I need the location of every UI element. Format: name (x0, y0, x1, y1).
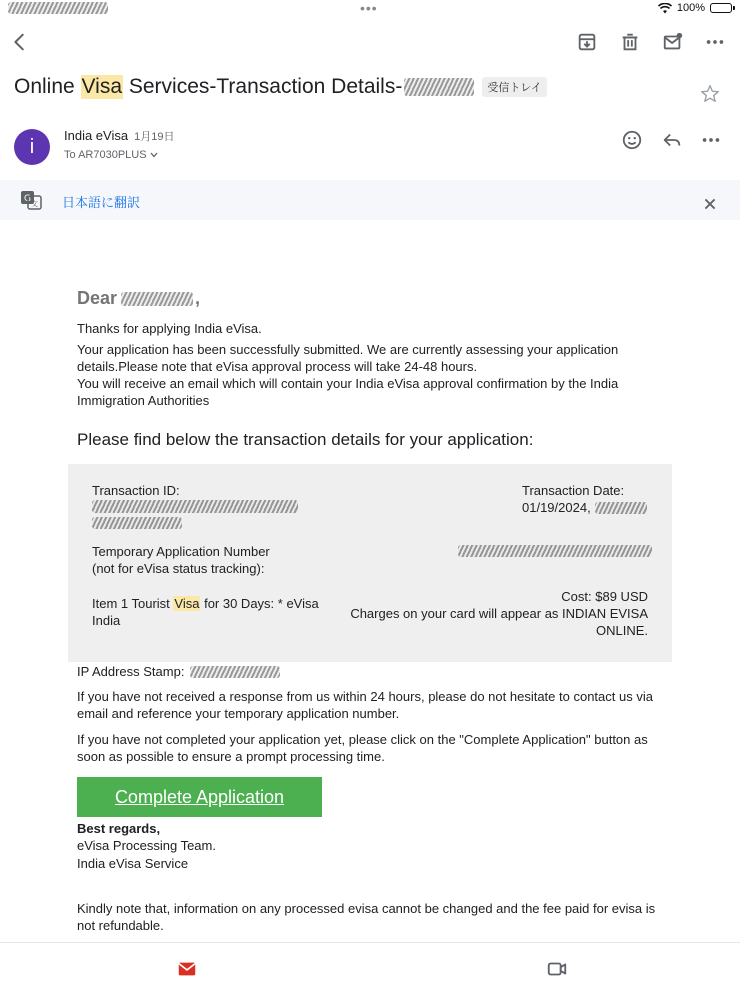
greeting (77, 290, 200, 307)
emoji-react-icon[interactable] (618, 126, 646, 154)
temp-application-title: Temporary Application Number (92, 544, 270, 559)
sender-row (14, 124, 730, 172)
no-response-paragraph: If you have not received a response from us within 24 hours, please do not hesitate to contact us via email and reference your temporary application number. (77, 689, 653, 721)
recipient-line[interactable] (64, 149, 158, 161)
thanks-paragraph: Thanks for applying India eVisa. (77, 321, 262, 336)
back-icon[interactable] (6, 28, 34, 56)
translate-link[interactable]: 日本語に翻訳 (62, 195, 141, 210)
greeting-comma: , (195, 288, 201, 308)
transaction-id-redacted (92, 500, 298, 530)
ip-address-redacted (190, 666, 280, 678)
delete-icon[interactable] (616, 28, 644, 56)
cost-value: Cost: $89 USD (561, 589, 648, 604)
recipient-text: To AR7030PLUS (64, 149, 147, 161)
sender-avatar[interactable]: i (14, 129, 50, 165)
sender-name: India eVisa (64, 128, 129, 143)
email-toolbar (0, 24, 740, 64)
team-text: eVisa Processing Team. (77, 838, 216, 853)
translate-bar (0, 180, 740, 220)
wifi-icon (658, 3, 672, 14)
more-icon[interactable] (701, 28, 729, 56)
battery-percent: 100% (676, 2, 705, 14)
reply-icon[interactable] (658, 126, 686, 154)
archive-icon[interactable] (573, 28, 601, 56)
complete-application-button[interactable]: Complete Application (77, 777, 322, 817)
svg-text:文: 文 (31, 200, 38, 208)
status-right (658, 2, 732, 14)
multitask-dots-icon[interactable]: ••• (360, 0, 378, 16)
item-description (92, 595, 342, 629)
temp-application-number-redacted (458, 545, 652, 557)
email-body (0, 220, 740, 940)
subject-prefix: Online (14, 75, 81, 98)
greeting-name-redacted (121, 292, 193, 306)
close-icon[interactable] (696, 190, 724, 218)
star-icon[interactable] (696, 80, 724, 108)
transaction-id-label: Transaction ID: (92, 483, 180, 498)
chevron-down-icon (150, 152, 158, 158)
status-time-redacted (8, 2, 108, 14)
transaction-time-redacted (595, 502, 647, 514)
status-bar (0, 0, 740, 18)
submitted-text: Your application has been successfully submitted. We are currently assessing your application details.Please note that eVisa approval process will take 24-48 hours. (77, 342, 619, 374)
subject-highlight: Visa (81, 75, 123, 98)
email-notice-text: You will receive an email which will contain your India eVisa approval confirmation by the India Immigration Authorities (77, 376, 619, 408)
temp-application-sub: (not for eVisa status tracking): (92, 561, 265, 576)
inbox-label-chip[interactable]: 受信トレイ (482, 77, 546, 97)
mark-unread-icon[interactable] (659, 28, 687, 56)
sender-actions (610, 124, 730, 156)
transaction-date (522, 499, 648, 516)
service-text: India eVisa Service (77, 856, 189, 871)
ip-stamp (77, 663, 280, 680)
transaction-details-box (68, 464, 672, 662)
message-more-icon[interactable] (697, 126, 725, 154)
not-completed-paragraph: If you have not completed your application yet, please click on the "Complete Application" button as soon as possible to ensure a prompt processing time. (77, 732, 648, 764)
subject-redacted (404, 78, 474, 96)
subject-rest: Services-Transaction Details- (123, 75, 403, 98)
cost-block (348, 588, 648, 639)
email-date: 1月19日 (134, 131, 175, 143)
email-subject (14, 70, 680, 104)
submitted-paragraph (77, 341, 662, 409)
regards-text: Best regards, (77, 821, 161, 836)
meet-tab-icon[interactable] (543, 955, 571, 983)
svg-text:G: G (24, 194, 31, 204)
translate-icon (20, 190, 42, 210)
ip-stamp-label: IP Address Stamp: (77, 664, 185, 679)
transaction-date-label: Transaction Date: (522, 483, 625, 498)
transaction-heading: Please find below the transaction details for your application: (77, 430, 534, 449)
charges-note: Charges on your card will appear as INDIAN EVISA ONLINE. (350, 606, 648, 638)
greeting-text: Dear (77, 288, 118, 308)
refund-note-paragraph: Kindly note that, information on any processed evisa cannot be changed and the fee paid for evisa is not refundable. (77, 901, 656, 933)
bottom-nav (0, 942, 740, 986)
temp-application-label (92, 543, 312, 577)
item-prefix: Item 1 Tourist (92, 596, 174, 611)
item-rest: for 30 Days: * eVisa India (92, 596, 323, 628)
sender-name-line (64, 128, 174, 144)
battery-icon (710, 3, 732, 13)
mail-tab-icon[interactable] (173, 955, 201, 983)
item-highlight: Visa (174, 596, 200, 611)
transaction-date-value: 01/19/2024, (522, 500, 591, 515)
